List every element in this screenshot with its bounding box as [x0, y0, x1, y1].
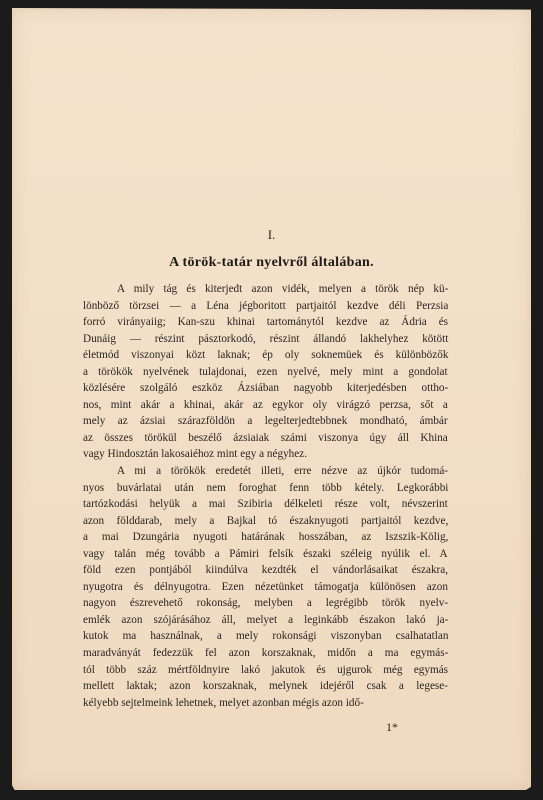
text-line: Dunáig — részint pásztorkodó, részint állandó lakhelyhez kötött	[83, 332, 449, 345]
text-line: kutok ma használnak, a mely rokonsági viszonyban csalhatatlan	[83, 630, 449, 643]
text-line: A mily tág és kiterjedt azon vidék, melyen a török nép kü-	[117, 283, 449, 295]
page-signature: 1*	[386, 720, 398, 734]
text-line: kélyebb sejtelmeink lehetnek, melyet azonban mégis azon idő-	[83, 696, 364, 709]
text-line: föld ezen pontjából kiindúlva kezdték el vándorlásaikat északra,	[83, 564, 449, 577]
chapter-number: I.	[267, 227, 276, 242]
text-line: életmód viszonyai közt laknak; ép oly soknemüek és különbözők	[83, 349, 449, 362]
text-line: a mai Dzungária nyugoti határának hosszában, az Iszszik-Kölig,	[83, 531, 449, 544]
text-line: forró virányaiig; Kan-szu khinai tartománytól kezdve az Ádria és	[83, 316, 449, 329]
text-line: emlék azon szójárásához áll, melyet a leginkább északon lakó ja-	[83, 613, 449, 626]
text-line: az összes törökül beszélő ázsiaiak számi viszonya úgy áll Khina	[83, 431, 448, 444]
text-line: nyos buvárlatai után nem foroghat fenn több kétely. Legkorábbi	[83, 481, 449, 494]
text-line: vagy Hindosztán lakosaiéhoz mint egy a négyhez.	[83, 448, 307, 461]
chapter-title: A török-tatár nyelvről általában.	[169, 255, 374, 270]
text-line: mely az ázsiai szárazföldön a legelterjedtebbnek mondható, ámbár	[83, 415, 448, 428]
text-line: vagy talán még tovább a Pámiri felsík északi széleig nyúlik el. A	[83, 547, 448, 560]
text-line: nagyon észrevehető rokonság, melyben a legrégibb török nyelv-	[83, 597, 449, 610]
text-line: nyugotra és délnyugotra. Ezen nézetünket támogatja különösen azon	[83, 580, 448, 593]
text-line: mellett laktak; azon korszaknak, melynek idejéről csak a legese-	[83, 680, 448, 693]
text-line: tartózkodási helyük a mai Szibiria délkeleti része volt, névszerint	[83, 498, 448, 511]
paragraph-2	[83, 463, 448, 711]
text-line: A mi a törökök eredetét illeti, erre nézve az újkór tudomá-	[117, 465, 449, 478]
text-line: közlésére szolgáló eszköz Ázsiában nagyobb kiterjedésben ottho-	[83, 382, 449, 395]
text-line: lönböző törzsei — a Léna jégboritott partjaitól kezdve déli Perzsia	[83, 299, 449, 312]
paragraph-1	[83, 281, 448, 463]
text-line: maradványát fedezzük fel azon korszaknak, midőn a ma egymás-	[83, 647, 449, 660]
text-line: nos, mint akár a khinai, akár az egykor oly virágzó perzsa, sőt a	[83, 398, 448, 411]
body-text	[83, 281, 448, 711]
text-line: tól több száz mértföldnyire lakó jakutok és ujgurok még egymás	[83, 663, 449, 676]
text-line: a törökök nyelvének tulajdonai, ezen nyelvé, mely mint a gondolat	[83, 365, 448, 378]
text-line: azon földdarab, mely a Bajkal tó északnyugoti partjaitól kezdve,	[83, 514, 449, 527]
